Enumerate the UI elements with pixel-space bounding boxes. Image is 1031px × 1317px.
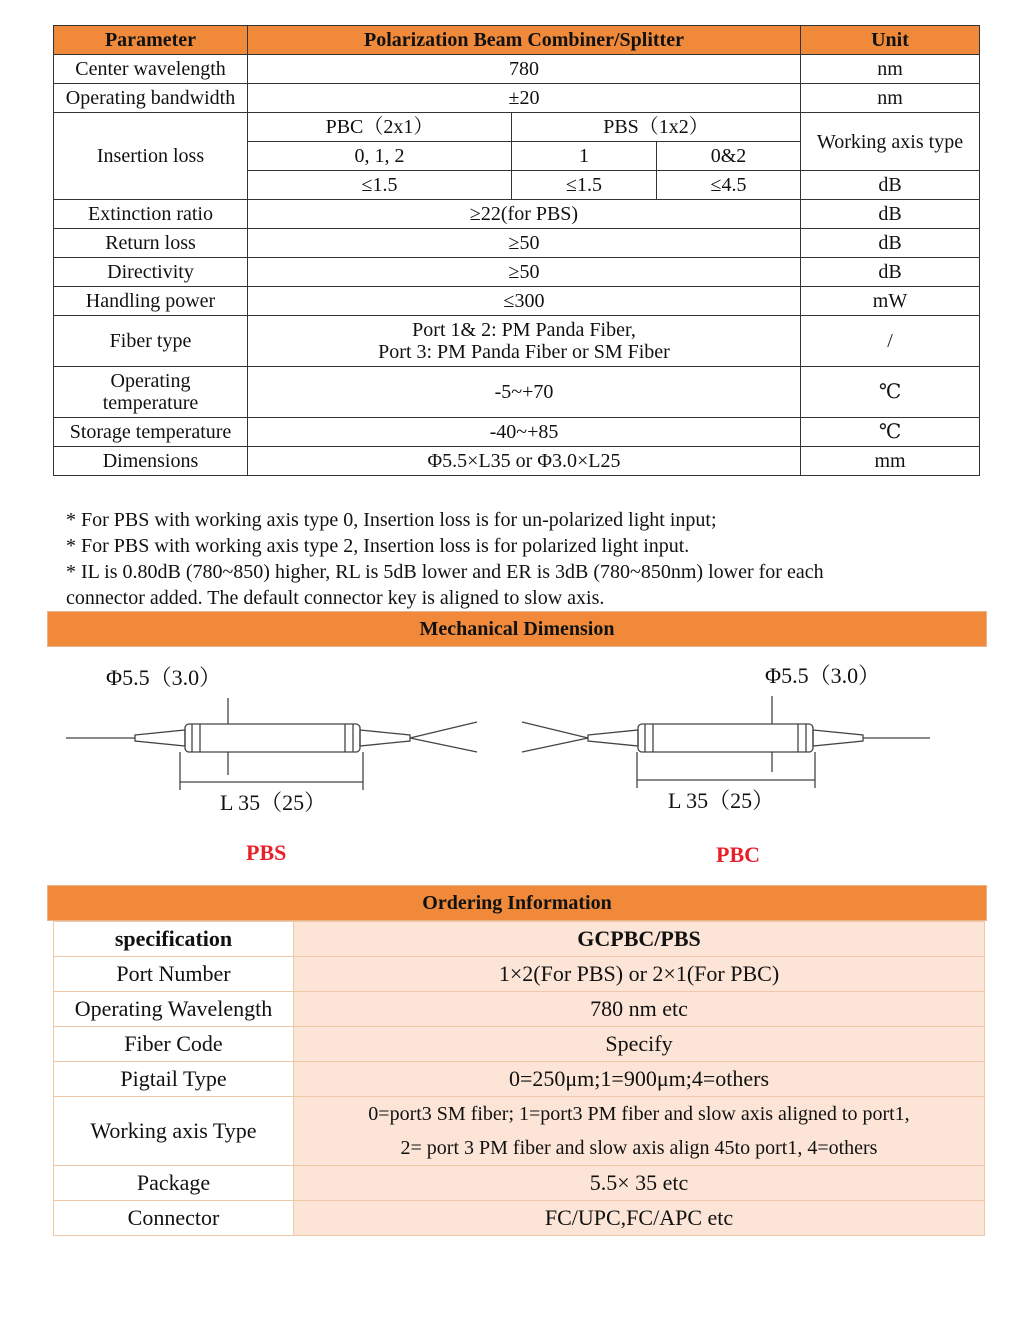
order-value: 1×2(For PBS) or 2×1(For PBC) — [294, 957, 985, 992]
header-parameter: Parameter — [54, 26, 248, 55]
order-label: Pigtail Type — [54, 1062, 294, 1097]
pbs-body — [185, 724, 360, 752]
pbs-left-taper — [135, 730, 185, 746]
il-pbs-header: PBS（1x2） — [512, 113, 801, 142]
directivity-label: Directivity — [54, 258, 248, 287]
fiber-type-unit: / — [801, 316, 980, 367]
fiber-type-line2: Port 3: PM Panda Fiber or SM Fiber — [378, 341, 670, 363]
directivity-value: ≥50 — [248, 258, 801, 287]
bandwidth-label: Operating bandwidth — [54, 84, 248, 113]
il-pbc-header: PBC（2x1） — [248, 113, 512, 142]
fiber-type-line1: Port 1& 2: PM Panda Fiber, — [412, 319, 636, 341]
il-axis-pbs2: 0&2 — [657, 142, 801, 171]
order-label: Port Number — [54, 957, 294, 992]
handling-power-label: Handling power — [54, 287, 248, 316]
order-label: Operating Wavelength — [54, 992, 294, 1027]
dimensions-value: Φ5.5×L35 or Φ3.0×L25 — [248, 447, 801, 476]
center-wavelength-label: Center wavelength — [54, 55, 248, 84]
table-row — [54, 922, 985, 957]
order-label: Working axis Type — [54, 1097, 294, 1166]
table-row — [54, 992, 985, 1027]
pbs-name-label: PBS — [246, 840, 287, 865]
dimensions-label: Dimensions — [54, 447, 248, 476]
storage-temp-label: Storage temperature — [54, 418, 248, 447]
op-temp-label-line1: Operating — [110, 370, 191, 392]
order-value: GCPBC/PBS — [294, 922, 985, 957]
order-label: specification — [54, 922, 294, 957]
axis-type-line2: 2= port 3 PM fiber and slow axis align 45to port1, 4=others — [400, 1137, 878, 1159]
notes — [66, 507, 966, 611]
center-wavelength-value: 780 — [248, 55, 801, 84]
note-1: * For PBS with working axis type 0, Insertion loss is for un-polarized light input; — [66, 509, 717, 531]
pbc-left-taper — [588, 730, 638, 746]
note-4: connector added. The default connector key is aligned to slow axis. — [66, 587, 605, 609]
order-value: 0=250μm;1=900μm;4=others — [294, 1062, 985, 1097]
directivity-unit: dB — [801, 258, 980, 287]
axis-type-line1: 0=port3 SM fiber; 1=port3 PM fiber and slow axis aligned to port1, — [368, 1103, 910, 1125]
return-loss-unit: dB — [801, 229, 980, 258]
bandwidth-value: ±20 — [248, 84, 801, 113]
table-row — [54, 1097, 985, 1166]
pbc-name-label: PBC — [716, 842, 760, 867]
pbs-right-taper — [360, 730, 410, 746]
pbs-output-fiber-2 — [410, 738, 477, 752]
note-3: * IL is 0.80dB (780~850) higher, RL is 5dB lower and ER is 3dB (780~850nm) lower for each — [66, 561, 824, 583]
pbs-length-label: L 35（25） — [220, 790, 327, 815]
fiber-type-label: Fiber type — [54, 316, 248, 367]
pbc-input-fiber-2 — [522, 738, 588, 752]
order-value — [294, 1097, 985, 1166]
mechanical-dimension-header: Mechanical Dimension — [47, 611, 987, 647]
ordering-information-header: Ordering Information — [47, 885, 987, 921]
il-axis-label: Working axis type — [801, 113, 980, 171]
storage-temp-value: -40~+85 — [248, 418, 801, 447]
extinction-ratio-unit: dB — [801, 200, 980, 229]
insertion-loss-label: Insertion loss — [54, 113, 248, 200]
note-2: * For PBS with working axis type 2, Insertion loss is for polarized light input. — [66, 535, 690, 557]
order-label: Fiber Code — [54, 1027, 294, 1062]
bandwidth-unit: nm — [801, 84, 980, 113]
handling-power-unit: mW — [801, 287, 980, 316]
order-value: 780 nm etc — [294, 992, 985, 1027]
dimensions-unit: mm — [801, 447, 980, 476]
pbc-body — [638, 724, 813, 752]
fiber-type-value — [248, 316, 801, 367]
spec-table — [53, 25, 980, 476]
il-val-pbs1: ≤1.5 — [512, 171, 657, 200]
il-axis-pbs1: 1 — [512, 142, 657, 171]
pbc-input-fiber-1 — [522, 722, 588, 738]
table-row — [54, 957, 985, 992]
il-axis-pbc: 0, 1, 2 — [248, 142, 512, 171]
order-value: 5.5× 35 etc — [294, 1166, 985, 1201]
return-loss-value: ≥50 — [248, 229, 801, 258]
order-value: FC/UPC,FC/APC etc — [294, 1201, 985, 1236]
table-row — [54, 1166, 985, 1201]
pbs-drawing — [66, 665, 477, 865]
op-temp-label — [54, 367, 248, 418]
order-label: Package — [54, 1166, 294, 1201]
table-row — [54, 1027, 985, 1062]
op-temp-value: -5~+70 — [248, 367, 801, 418]
mechanical-drawing — [40, 650, 990, 880]
center-wavelength-unit: nm — [801, 55, 980, 84]
extinction-ratio-label: Extinction ratio — [54, 200, 248, 229]
pbc-diameter-label: Φ5.5（3.0） — [765, 663, 881, 688]
op-temp-unit: ℃ — [801, 367, 980, 418]
pbc-length-label: L 35（25） — [668, 788, 775, 813]
pbc-right-taper — [813, 730, 863, 746]
return-loss-label: Return loss — [54, 229, 248, 258]
il-val-pbs2: ≤4.5 — [657, 171, 801, 200]
pbs-diameter-label: Φ5.5（3.0） — [106, 665, 222, 690]
pbs-output-fiber-1 — [410, 722, 477, 738]
op-temp-label-line2: temperature — [102, 392, 199, 414]
table-row — [54, 1062, 985, 1097]
il-val-pbc: ≤1.5 — [248, 171, 512, 200]
order-value: Specify — [294, 1027, 985, 1062]
header-unit: Unit — [801, 26, 980, 55]
table-row — [54, 1201, 985, 1236]
header-product: Polarization Beam Combiner/Splitter — [248, 26, 801, 55]
pbc-drawing — [522, 663, 930, 867]
ordering-table — [53, 921, 985, 1236]
il-unit: dB — [801, 171, 980, 200]
extinction-ratio-value: ≥22(for PBS) — [248, 200, 801, 229]
handling-power-value: ≤300 — [248, 287, 801, 316]
order-label: Connector — [54, 1201, 294, 1236]
storage-temp-unit: ℃ — [801, 418, 980, 447]
